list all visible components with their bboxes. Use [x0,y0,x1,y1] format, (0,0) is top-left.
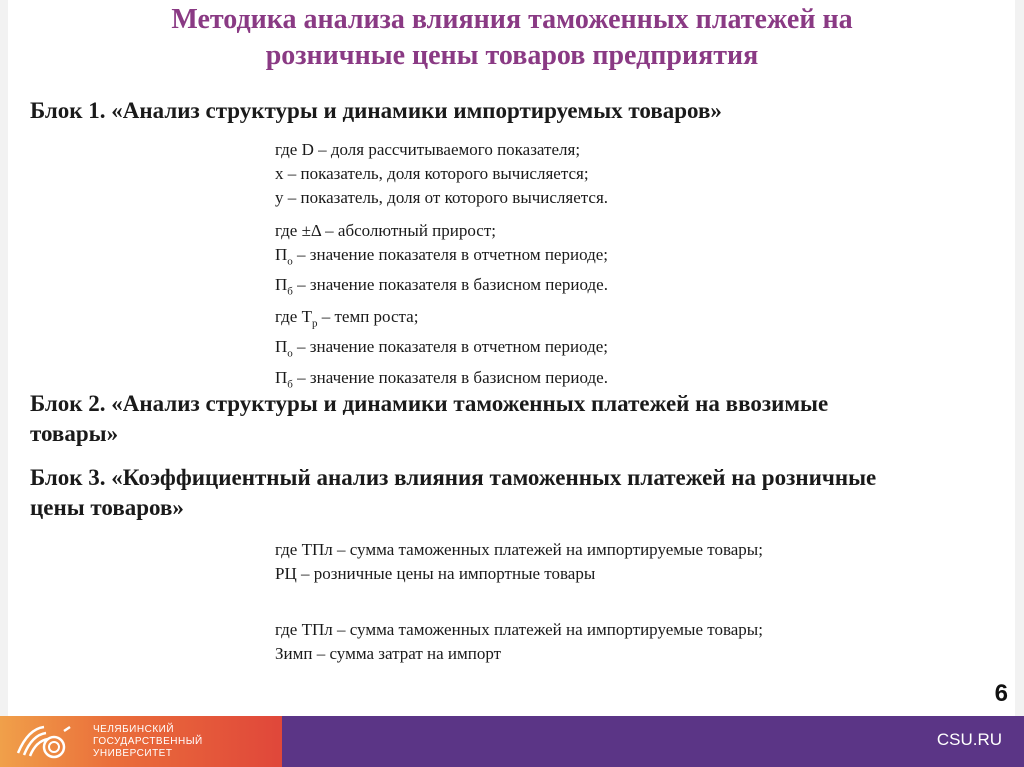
block-2-heading [30,389,990,449]
page-number: 6 [994,680,1008,707]
block-1-heading: Блок 1. «Анализ структуры и динамики импортируемых товаров» [30,98,722,123]
subscript: о [287,255,293,268]
csu-logo-icon [14,723,74,761]
legend-line: где D – доля рассчитываемого показателя; [275,140,581,159]
symbol: П [275,337,288,357]
subscript: б [287,378,293,391]
block-3-heading-line-1: Блок 3. «Коэффициентный анализ влияния таможенных платежей на розничные [30,465,877,490]
block-1-legend-growth [275,219,975,304]
legend-text: – значение показателя в отчетном периоде; [292,337,608,357]
symbol: П [275,367,288,387]
legend-text: – темп роста; [317,307,419,326]
university-name [93,724,278,760]
university-name-line: ЧЕЛЯБИНСКИЙ [93,724,175,735]
block-3-heading-line-2: цены товаров» [30,495,184,520]
block-2-heading-line-2: товары» [30,421,119,446]
block-3-legend-import [275,618,975,666]
subscript: о [287,347,293,360]
university-name-line: ГОСУДАРСТВЕННЫЙ [93,736,203,747]
legend-line: где ТПл – сумма таможенных платежей на импортируемые товары; [275,620,763,639]
legend-line: где ±Δ – абсолютный прирост; [275,221,496,240]
legend-text: – значение показателя в отчетном периоде; [292,245,608,264]
legend-line: x – показатель, доля которого вычисляется; [275,164,589,183]
legend-line: где ТПл – сумма таможенных платежей на импортируемые товары; [275,540,763,559]
footer-purple-panel [282,716,1024,767]
slide-title [60,2,964,74]
symbol: где Т [275,307,312,326]
block-1-legend-rate [275,305,975,396]
legend-line [275,305,975,335]
subscript: р [311,317,318,330]
legend-line: Зимп – сумма затрат на импорт [275,644,502,663]
symbol: П [275,245,288,264]
legend-line: РЦ – розничные цены на импортные товары [275,564,596,583]
legend-text: – значение показателя в базисном периоде. [292,275,608,295]
block-1-legend-share [275,138,975,210]
slide-title-line-2: розничные цены товаров предприятия [265,40,759,71]
legend-line [275,335,975,365]
footer-orange-panel [0,716,282,767]
subscript: б [287,285,293,298]
block-3-heading [30,463,990,523]
block-3-legend-retail [275,538,975,586]
university-name-line: УНИВЕРСИТЕТ [93,748,173,759]
website-link[interactable]: CSU.RU [936,730,1002,749]
legend-text: – значение показателя в базисном периоде. [292,367,608,387]
slide-title-line-1: Методика анализа влияния таможенных платежей на [171,4,853,35]
legend-line [275,243,975,273]
left-frame [0,0,8,716]
block-2-heading-line-1: Блок 2. «Анализ структуры и динамики таможенных платежей на ввозимые [30,391,829,416]
symbol: П [275,275,288,295]
legend-line: y – показатель, доля от которого вычисляется. [275,188,609,207]
legend-line [275,273,975,303]
footer-bar [0,716,1024,767]
right-frame [1015,0,1024,716]
